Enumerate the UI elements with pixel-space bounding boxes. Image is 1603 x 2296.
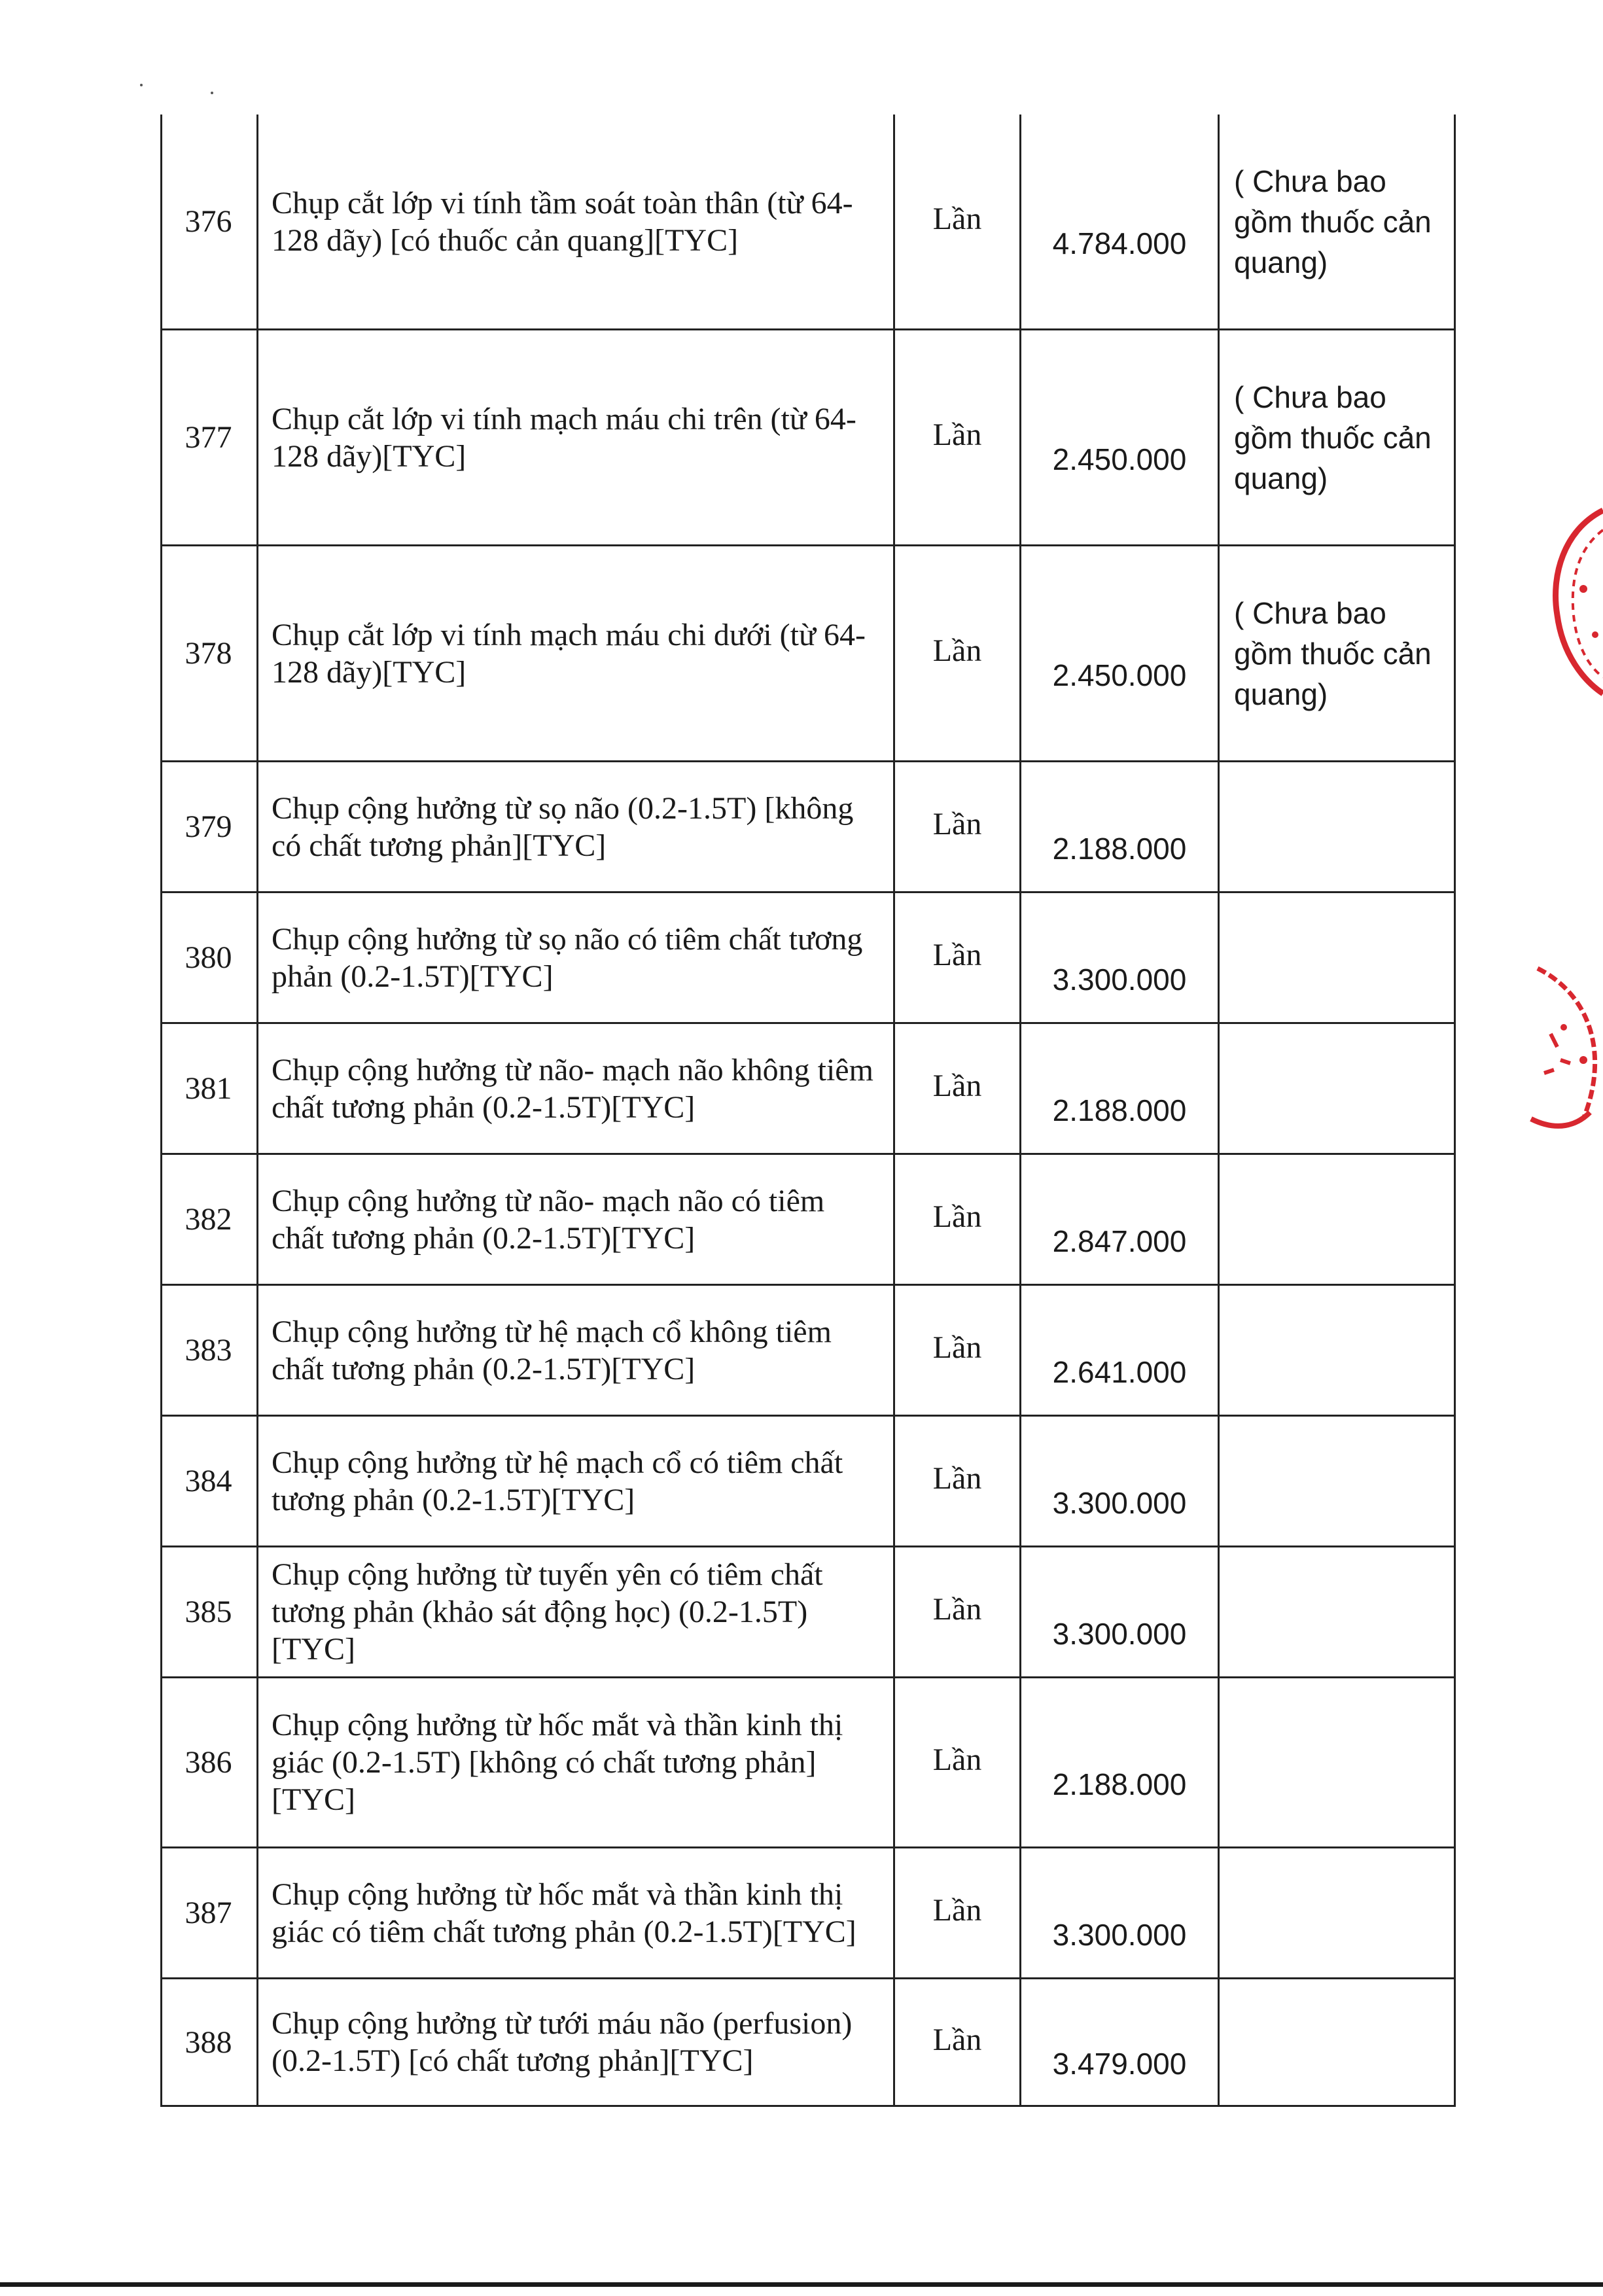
price: 2.450.000 <box>1052 658 1187 692</box>
service-name: Chụp cắt lớp vi tính mạch máu chi dưới (từ 64-128 dãy)[TYC] <box>272 617 866 690</box>
note <box>1220 762 1454 891</box>
unit: Lần <box>932 633 982 668</box>
service-name: Chụp cộng hưởng từ não- mạch não có tiêm chất tương phản (0.2-1.5T)[TYC] <box>272 1183 825 1256</box>
row-number: 388 <box>185 2024 232 2060</box>
unit: Lần <box>932 1592 982 1627</box>
unit: Lần <box>932 1742 982 1777</box>
note: ( Chưa bao gồm thuốc cản quang) <box>1234 595 1432 711</box>
service-name: Chụp cắt lớp vi tính tầm soát toàn thân (từ 64-128 dãy) [có thuốc cản quang][TYC] <box>272 185 853 258</box>
service-name: Chụp cắt lớp vi tính mạch máu chi trên (từ 64-128 dãy)[TYC] <box>272 401 856 474</box>
price: 3.300.000 <box>1052 963 1187 997</box>
unit: Lần <box>932 1069 982 1103</box>
unit: Lần <box>932 1893 982 1928</box>
note: ( Chưa bao gồm thuốc cản quang) <box>1234 164 1432 279</box>
service-name: Chụp cộng hưởng từ hốc mắt và thần kinh thị giác (0.2-1.5T) [không có chất tương phản][TYC] <box>272 1708 843 1817</box>
price-table <box>160 115 1456 2107</box>
table-row <box>160 1286 1456 1415</box>
note <box>1220 1979 1454 2105</box>
price: 3.300.000 <box>1052 1617 1187 1651</box>
price: 3.300.000 <box>1052 1918 1187 1952</box>
note <box>1220 893 1454 1022</box>
unit: Lần <box>932 417 982 452</box>
note <box>1220 1678 1454 1846</box>
service-name: Chụp cộng hưởng từ tuyến yên có tiêm chất tương phản (khảo sát động học) (0.2-1.5T)[TYC] <box>272 1557 823 1667</box>
row-number: 380 <box>185 940 232 975</box>
red-stamp-bottom <box>1518 955 1603 1152</box>
row-number: 384 <box>185 1464 232 1498</box>
row-number: 383 <box>185 1333 232 1368</box>
service-name: Chụp cộng hưởng từ tưới máu não (perfusion) (0.2-1.5T) [có chất tương phản][TYC] <box>272 2006 853 2078</box>
price: 2.847.000 <box>1052 1224 1187 1258</box>
note: ( Chưa bao gồm thuốc cản quang) <box>1234 380 1432 495</box>
row-number: 382 <box>185 1202 232 1237</box>
note <box>1220 1417 1454 1545</box>
table-row <box>160 893 1456 1022</box>
row-number: 386 <box>185 1745 232 1780</box>
service-name: Chụp cộng hưởng từ hệ mạch cổ có tiêm chất tương phản (0.2-1.5T)[TYC] <box>272 1445 843 1517</box>
service-name: Chụp cộng hưởng từ não- mạch não không tiêm chất tương phản (0.2-1.5T)[TYC] <box>272 1052 873 1125</box>
table-row <box>160 1155 1456 1284</box>
service-name: Chụp cộng hưởng từ hốc mắt và thần kinh thị giác có tiêm chất tương phản (0.2-1.5T)[TYC] <box>272 1877 856 1949</box>
row-number: 377 <box>185 420 232 455</box>
table-row <box>160 762 1456 891</box>
scan-edge-rule <box>0 2282 1603 2287</box>
scan-speck <box>140 84 143 86</box>
table-row <box>160 115 1456 328</box>
table-row <box>160 1024 1456 1153</box>
row-number: 387 <box>185 1896 232 1930</box>
table-row <box>160 1848 1456 1977</box>
price: 2.188.000 <box>1052 1767 1187 1801</box>
unit: Lần <box>932 202 982 236</box>
table-row <box>160 1979 1456 2105</box>
price: 2.641.000 <box>1052 1355 1187 1389</box>
table-row <box>160 546 1456 760</box>
price: 4.784.000 <box>1052 226 1187 260</box>
note <box>1220 1155 1454 1284</box>
unit: Lần <box>932 1330 982 1365</box>
note <box>1220 1547 1454 1676</box>
table-row <box>160 330 1456 544</box>
row-divider <box>160 2105 1456 2107</box>
unit: Lần <box>932 1461 982 1496</box>
note <box>1220 1286 1454 1415</box>
unit: Lần <box>932 807 982 841</box>
price: 2.450.000 <box>1052 442 1187 476</box>
note <box>1220 1848 1454 1977</box>
scan-speck <box>211 92 213 94</box>
unit: Lần <box>932 1199 982 1234</box>
price: 3.479.000 <box>1052 2047 1187 2081</box>
price: 2.188.000 <box>1052 1093 1187 1127</box>
table-row <box>160 1547 1456 1676</box>
service-name: Chụp cộng hưởng từ sọ não có tiêm chất tương phản (0.2-1.5T)[TYC] <box>272 921 863 994</box>
red-stamp-top <box>1538 504 1603 713</box>
price: 3.300.000 <box>1052 1486 1187 1520</box>
table-row <box>160 1678 1456 1846</box>
service-name: Chụp cộng hưởng từ hệ mạch cổ không tiêm chất tương phản (0.2-1.5T)[TYC] <box>272 1314 832 1386</box>
row-number: 378 <box>185 636 232 671</box>
unit: Lần <box>932 2022 982 2057</box>
row-number: 379 <box>185 809 232 844</box>
row-number: 381 <box>185 1071 232 1106</box>
unit: Lần <box>932 938 982 972</box>
price: 2.188.000 <box>1052 832 1187 866</box>
row-number: 385 <box>185 1595 232 1629</box>
service-name: Chụp cộng hưởng từ sọ não (0.2-1.5T) [không có chất tương phản][TYC] <box>272 790 854 863</box>
row-number: 376 <box>185 204 232 239</box>
note <box>1220 1024 1454 1153</box>
table-row <box>160 1417 1456 1545</box>
